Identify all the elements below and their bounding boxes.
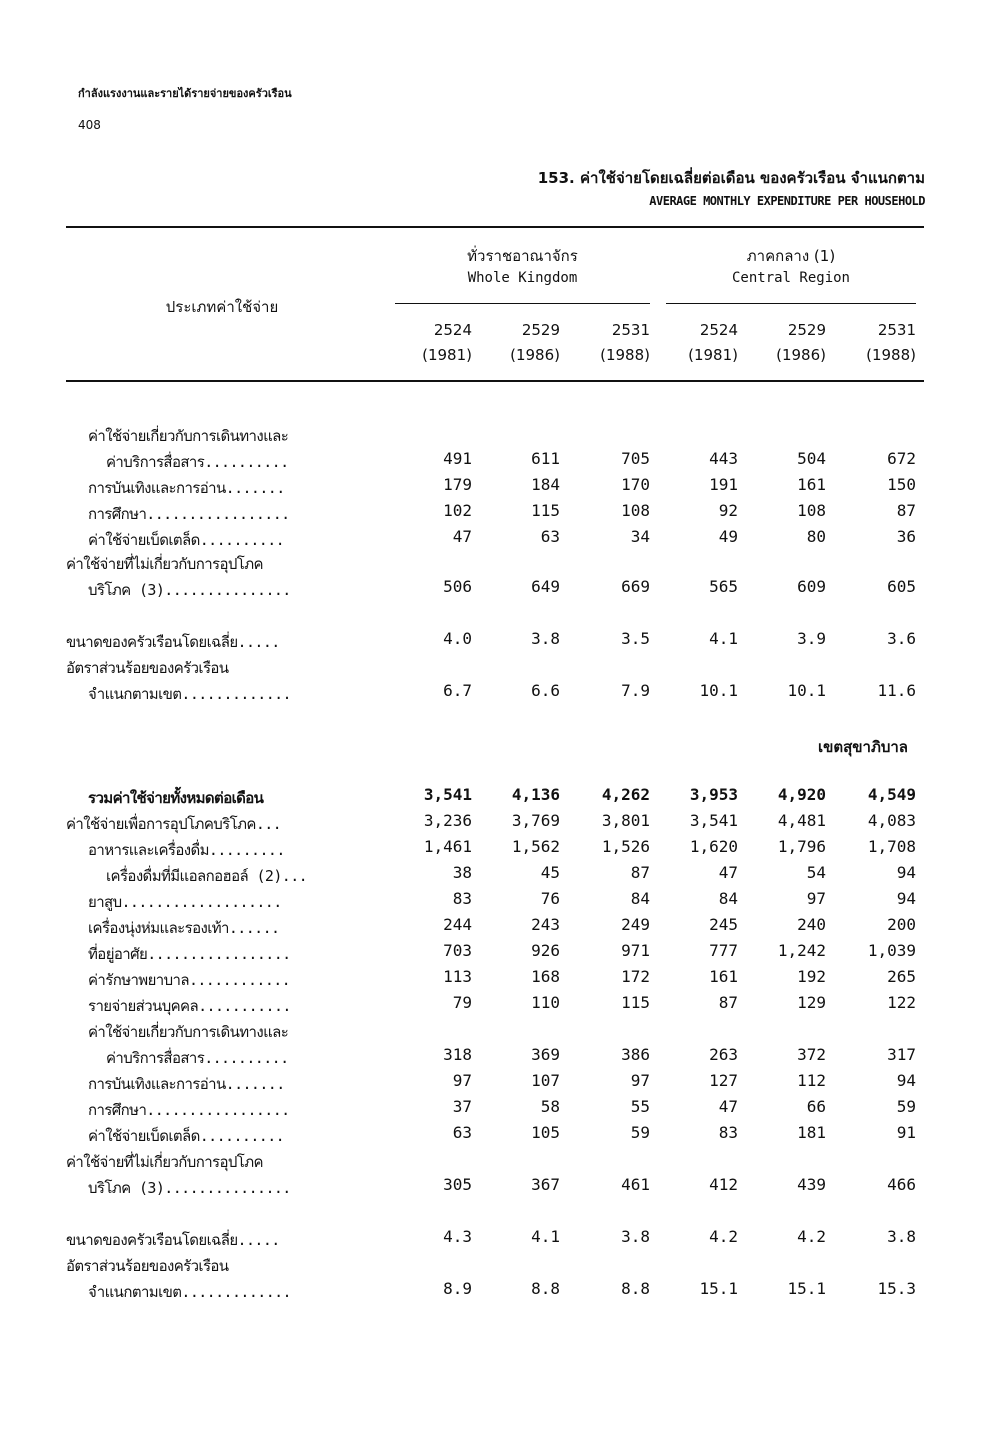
part-a-row-label: การบันเทิงและการอ่าน....... — [88, 479, 285, 497]
group-rule-central-region — [666, 303, 916, 304]
table-title-th: 153. ค่าใช้จ่ายโดยเฉลี่ยต่อเดือน ของครัวเรือน จำแนกตาม — [537, 169, 925, 187]
part-a-cell: 565 — [709, 577, 738, 596]
sanitary-district-cell: 168 — [531, 967, 560, 986]
part-a-cell: 47 — [452, 527, 472, 546]
table-top-rule — [66, 226, 924, 228]
sanitary-district-cell: 318 — [443, 1045, 472, 1064]
part-a-cell: 6.7 — [443, 681, 472, 700]
sanitary-district-cell: 4,920 — [777, 785, 826, 804]
part-a-cell: 11.6 — [877, 681, 916, 700]
sanitary-district-cell: 84 — [718, 889, 738, 908]
sanitary-district-cell: 4.2 — [797, 1227, 826, 1246]
sanitary-district-cell: 926 — [531, 941, 560, 960]
group-central-region-th: ภาคกลาง (1) — [746, 247, 836, 265]
part-a-row-label: จำแนกตามเขต............. — [88, 685, 291, 703]
part-a-row-label: ค่าบริการสื่อสาร.......... — [106, 453, 289, 471]
sanitary-district-cell: 47 — [718, 863, 738, 882]
sanitary-district-cell: 15.1 — [699, 1279, 738, 1298]
sanitary-district-row-label: บริโภค (3)............... — [88, 1179, 291, 1197]
part-a-cell: 3.5 — [621, 629, 650, 648]
year-ad-3: (1981) — [688, 346, 738, 364]
part-a-cell: 10.1 — [699, 681, 738, 700]
year-be-5: 2531 — [877, 321, 916, 339]
part-a-cell: 4.0 — [443, 629, 472, 648]
year-ad-2: (1988) — [600, 346, 650, 364]
sanitary-district-cell: 372 — [797, 1045, 826, 1064]
part-a-cell: 161 — [797, 475, 826, 494]
part-a-row-label: ค่าใช้จ่ายเกี่ยวกับการเดินทางและ — [88, 427, 289, 445]
part-a-cell: 115 — [531, 501, 560, 520]
sanitary-district-cell: 105 — [531, 1123, 560, 1142]
part-a-cell: 7.9 — [621, 681, 650, 700]
part-a-cell: 669 — [621, 577, 650, 596]
sanitary-district-cell: 113 — [443, 967, 472, 986]
sanitary-district-cell: 703 — [443, 941, 472, 960]
sanitary-district-row-label: จำแนกตามเขต............. — [88, 1283, 291, 1301]
sanitary-district-cell: 3.8 — [621, 1227, 650, 1246]
running-header: กำลังแรงงานและรายได้รายจ่ายของครัวเรือน — [78, 87, 292, 100]
sanitary-district-cell: 87 — [718, 993, 738, 1012]
part-a-cell: 605 — [887, 577, 916, 596]
part-a-cell: 3.6 — [887, 629, 916, 648]
part-a-cell: 506 — [443, 577, 472, 596]
sanitary-district-cell: 54 — [806, 863, 826, 882]
part-a-cell: 179 — [443, 475, 472, 494]
sanitary-district-cell: 3.8 — [887, 1227, 916, 1246]
part-a-row-label: การศึกษา................. — [88, 505, 290, 523]
sanitary-district-cell: 115 — [621, 993, 650, 1012]
part-a-cell: 49 — [718, 527, 738, 546]
part-a-cell: 150 — [887, 475, 916, 494]
sanitary-district-cell: 317 — [887, 1045, 916, 1064]
part-a-cell: 3.9 — [797, 629, 826, 648]
sanitary-district-cell: 59 — [896, 1097, 916, 1116]
sanitary-district-cell: 305 — [443, 1175, 472, 1194]
part-a-cell: 34 — [630, 527, 650, 546]
year-ad-5: (1988) — [866, 346, 916, 364]
group-rule-whole-kingdom — [395, 303, 650, 304]
part-a-cell: 102 — [443, 501, 472, 520]
sanitary-district-cell: 466 — [887, 1175, 916, 1194]
sanitary-district-cell: 4,549 — [867, 785, 916, 804]
sanitary-district-cell: 83 — [718, 1123, 738, 1142]
sanitary-district-cell: 1,620 — [689, 837, 738, 856]
part-a-cell: 443 — [709, 449, 738, 468]
year-ad-1: (1986) — [510, 346, 560, 364]
part-a-cell: 504 — [797, 449, 826, 468]
sanitary-district-row-label: อาหารและเครื่องดื่ม......... — [88, 841, 285, 859]
sanitary-district-cell: 181 — [797, 1123, 826, 1142]
sanitary-district-cell: 58 — [540, 1097, 560, 1116]
sanitary-district-cell: 47 — [718, 1097, 738, 1116]
part-a-cell: 92 — [718, 501, 738, 520]
sanitary-district-cell: 107 — [531, 1071, 560, 1090]
sanitary-district-cell: 76 — [540, 889, 560, 908]
sanitary-district-cell: 94 — [896, 863, 916, 882]
sanitary-district-cell: 1,708 — [867, 837, 916, 856]
part-a-cell: 36 — [896, 527, 916, 546]
sanitary-district-row-label: เครื่องดื่มที่มีแอลกอฮอล์ (2)... — [106, 867, 308, 885]
part-a-row-label: ค่าใช้จ่ายที่ไม่เกี่ยวกับการอุปโภค — [66, 555, 263, 573]
sanitary-district-cell: 66 — [806, 1097, 826, 1116]
part-a-cell: 3.8 — [531, 629, 560, 648]
group-central-region-en: Central Region — [731, 270, 850, 286]
part-a-row-label: ค่าใช้จ่ายเบ็ดเตล็ด.......... — [88, 531, 285, 549]
sanitary-district-cell: 161 — [709, 967, 738, 986]
sanitary-district-cell: 87 — [630, 863, 650, 882]
sanitary-district-cell: 59 — [630, 1123, 650, 1142]
sanitary-district-row-label: รายจ่ายส่วนบุคคล........... — [88, 997, 291, 1015]
part-a-row-label: อัตราส่วนร้อยของครัวเรือน — [66, 659, 229, 677]
part-a-cell: 4.1 — [709, 629, 738, 648]
part-a-cell: 672 — [887, 449, 916, 468]
sanitary-district-cell: 1,242 — [777, 941, 826, 960]
sanitary-district-cell: 110 — [531, 993, 560, 1012]
part-a-cell: 108 — [621, 501, 650, 520]
sanitary-district-row-label: การบันเทิงและการอ่าน....... — [88, 1075, 285, 1093]
sanitary-district-cell: 777 — [709, 941, 738, 960]
year-be-2: 2531 — [611, 321, 650, 339]
sanitary-district-cell: 94 — [896, 1071, 916, 1090]
sanitary-district-row-label: ขนาดของครัวเรือนโดยเฉลี่ย..... — [66, 1231, 280, 1249]
sanitary-district-cell: 461 — [621, 1175, 650, 1194]
sanitary-district-cell: 200 — [887, 915, 916, 934]
header-bottom-rule — [66, 380, 924, 382]
sanitary-district-cell: 386 — [621, 1045, 650, 1064]
sanitary-district-cell: 412 — [709, 1175, 738, 1194]
sanitary-district-cell: 1,461 — [423, 837, 472, 856]
sanitary-district-cell: 244 — [443, 915, 472, 934]
sanitary-district-cell: 263 — [709, 1045, 738, 1064]
part-a-row-label: บริโภค (3)............... — [88, 581, 291, 599]
part-a-cell: 87 — [896, 501, 916, 520]
sanitary-district-cell: 245 — [709, 915, 738, 934]
sanitary-district-cell: 8.9 — [443, 1279, 472, 1298]
sanitary-district-row-label: ยาสูบ................... — [88, 893, 282, 911]
sanitary-district-cell: 4.1 — [531, 1227, 560, 1246]
part-a-cell: 63 — [540, 527, 560, 546]
sanitary-district-cell: 127 — [709, 1071, 738, 1090]
part-a-cell: 491 — [443, 449, 472, 468]
sanitary-district-cell: 3,953 — [689, 785, 738, 804]
sanitary-district-row-label: ค่าใช้จ่ายที่ไม่เกี่ยวกับการอุปโภค — [66, 1153, 263, 1171]
section-label: เขตสุขาภิบาล — [818, 738, 908, 756]
group-whole-kingdom-th: ทั่วราชอาณาจักร — [467, 247, 578, 265]
sanitary-district-cell: 84 — [630, 889, 650, 908]
sanitary-district-cell: 122 — [887, 993, 916, 1012]
sanitary-district-cell: 369 — [531, 1045, 560, 1064]
sanitary-district-cell: 97 — [806, 889, 826, 908]
sanitary-district-cell: 55 — [630, 1097, 650, 1116]
year-be-1: 2529 — [521, 321, 560, 339]
sanitary-district-cell: 243 — [531, 915, 560, 934]
sanitary-district-row-label: ที่อยู่อาศัย................. — [88, 945, 291, 963]
sanitary-district-row-label: การศึกษา................. — [88, 1101, 290, 1119]
sanitary-district-cell: 3,541 — [689, 811, 738, 830]
sanitary-district-cell: 4,262 — [601, 785, 650, 804]
sanitary-district-cell: 112 — [797, 1071, 826, 1090]
sanitary-district-cell: 1,526 — [601, 837, 650, 856]
part-a-cell: 80 — [806, 527, 826, 546]
part-a-cell: 108 — [797, 501, 826, 520]
sanitary-district-cell: 63 — [452, 1123, 472, 1142]
part-a-cell: 705 — [621, 449, 650, 468]
sanitary-district-cell: 129 — [797, 993, 826, 1012]
sanitary-district-cell: 83 — [452, 889, 472, 908]
sanitary-district-cell: 8.8 — [531, 1279, 560, 1298]
year-be-3: 2524 — [699, 321, 738, 339]
year-ad-0: (1981) — [422, 346, 472, 364]
sanitary-district-cell: 192 — [797, 967, 826, 986]
sanitary-district-cell: 15.3 — [877, 1279, 916, 1298]
part-a-cell: 6.6 — [531, 681, 560, 700]
sanitary-district-cell: 15.1 — [787, 1279, 826, 1298]
stub-header: ประเภทค่าใช้จ่าย — [165, 298, 279, 316]
group-whole-kingdom-en: Whole Kingdom — [467, 270, 578, 286]
sanitary-district-cell: 249 — [621, 915, 650, 934]
sanitary-district-cell: 37 — [452, 1097, 472, 1116]
part-a-cell: 184 — [531, 475, 560, 494]
sanitary-district-cell: 172 — [621, 967, 650, 986]
sanitary-district-cell: 4.2 — [709, 1227, 738, 1246]
sanitary-district-cell: 4,481 — [777, 811, 826, 830]
year-be-0: 2524 — [433, 321, 472, 339]
sanitary-district-cell: 367 — [531, 1175, 560, 1194]
sanitary-district-cell: 97 — [630, 1071, 650, 1090]
sanitary-district-cell: 94 — [896, 889, 916, 908]
sanitary-district-row-label: ค่าใช้จ่ายเพื่อการอุปโภคบริโภค... — [66, 815, 282, 833]
sanitary-district-cell: 1,796 — [777, 837, 826, 856]
sanitary-district-cell: 4.3 — [443, 1227, 472, 1246]
sanitary-district-cell: 91 — [896, 1123, 916, 1142]
part-a-cell: 649 — [531, 577, 560, 596]
sanitary-district-row-label: ค่าใช้จ่ายเบ็ดเตล็ด.......... — [88, 1127, 285, 1145]
part-a-cell: 10.1 — [787, 681, 826, 700]
sanitary-district-cell: 971 — [621, 941, 650, 960]
year-be-4: 2529 — [787, 321, 826, 339]
year-ad-4: (1986) — [776, 346, 826, 364]
part-a-cell: 609 — [797, 577, 826, 596]
sanitary-district-cell: 240 — [797, 915, 826, 934]
sanitary-district-cell: 4,083 — [867, 811, 916, 830]
sanitary-district-cell: 38 — [452, 863, 472, 882]
table-title-en: AVERAGE MONTHLY EXPENDITURE PER HOUSEHOLD — [649, 194, 925, 208]
sanitary-district-row-label: ค่ารักษาพยาบาล............ — [88, 971, 291, 989]
sanitary-district-row-label: รวมค่าใช้จ่ายทั้งหมดต่อเดือน — [88, 789, 264, 807]
sanitary-district-cell: 3,801 — [601, 811, 650, 830]
sanitary-district-cell: 439 — [797, 1175, 826, 1194]
sanitary-district-row-label: อัตราส่วนร้อยของครัวเรือน — [66, 1257, 229, 1275]
sanitary-district-row-label: ค่าบริการสื่อสาร.......... — [106, 1049, 289, 1067]
sanitary-district-cell: 1,039 — [867, 941, 916, 960]
sanitary-district-cell: 3,236 — [423, 811, 472, 830]
part-a-cell: 191 — [709, 475, 738, 494]
sanitary-district-cell: 3,769 — [511, 811, 560, 830]
page-number: 408 — [78, 118, 101, 132]
sanitary-district-cell: 79 — [452, 993, 472, 1012]
sanitary-district-cell: 45 — [540, 863, 560, 882]
sanitary-district-cell: 97 — [452, 1071, 472, 1090]
part-a-row-label: ขนาดของครัวเรือนโดยเฉลี่ย..... — [66, 633, 280, 651]
sanitary-district-cell: 265 — [887, 967, 916, 986]
part-a-cell: 170 — [621, 475, 650, 494]
sanitary-district-cell: 3,541 — [423, 785, 472, 804]
part-a-cell: 611 — [531, 449, 560, 468]
sanitary-district-cell: 1,562 — [511, 837, 560, 856]
sanitary-district-row-label: เครื่องนุ่งห่มและรองเท้า...... — [88, 919, 280, 937]
sanitary-district-row-label: ค่าใช้จ่ายเกี่ยวกับการเดินทางและ — [88, 1023, 289, 1041]
sanitary-district-cell: 4,136 — [511, 785, 560, 804]
sanitary-district-cell: 8.8 — [621, 1279, 650, 1298]
